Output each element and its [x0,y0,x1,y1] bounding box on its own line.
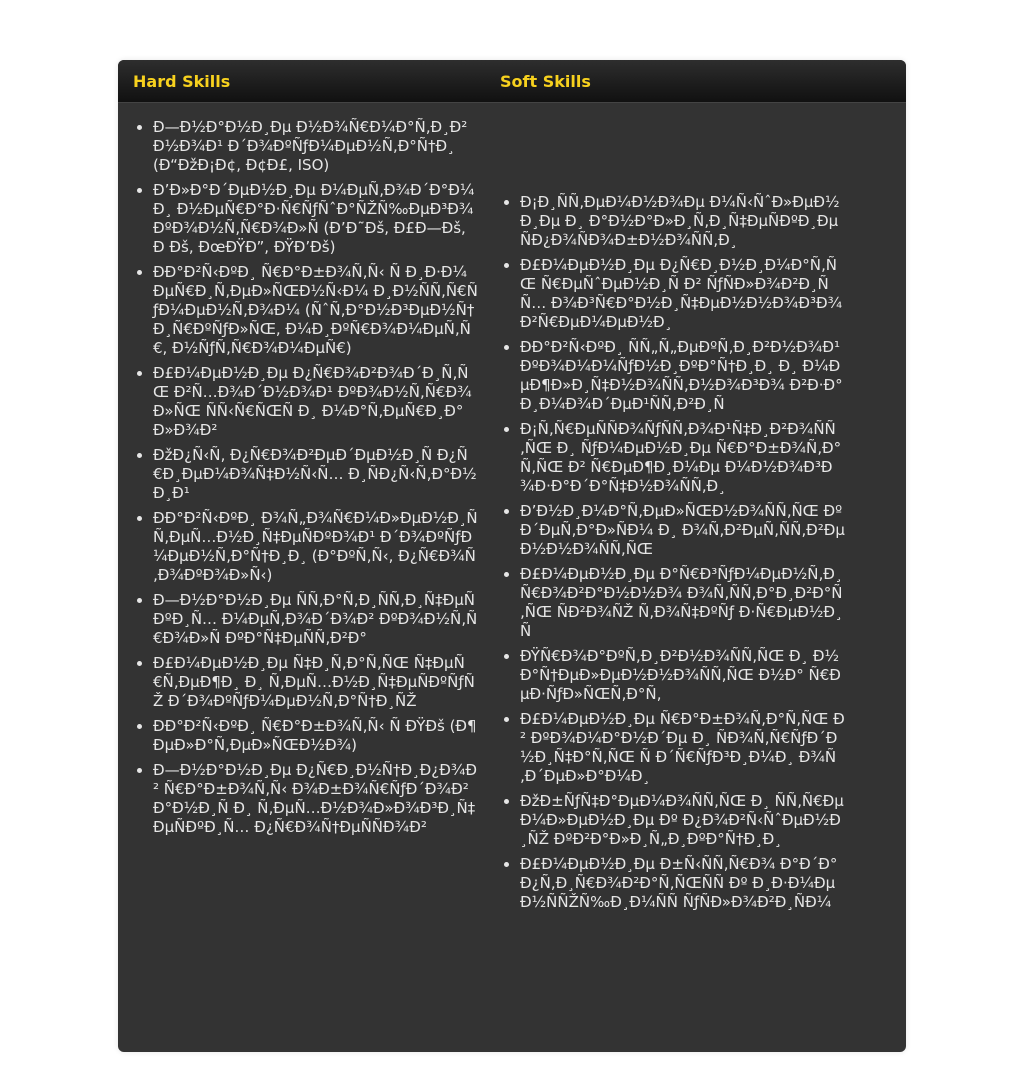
soft-skill-item: • Ð£Ð¼ÐµÐ½Ð¸Ðµ Ñ€Ð°Ð±Ð¾Ñ‚Ð°Ñ‚ÑŒ Ð² ÐºÐ¾Ð¼Ð°Ð½Ð´Ðµ Ð¸ ÑÐ¾Ñ‚Ñ€ÑƒÐ´Ð½Ð¸Ñ‡Ð°Ñ‚ÑŒ Ñ Ð´Ñ€ÑƒÐ³Ð¸Ð¼Ð¸ Ð¾Ñ‚Ð´ÐµÐ»Ð°Ð¼Ð¸ [520,710,845,786]
hard-skills-list [118,118,478,837]
hard-skill-item: • ÐÐ°Ð²Ñ‹ÐºÐ¸ Ð¾Ñ„Ð¾Ñ€Ð¼Ð»ÐµÐ½Ð¸Ñ Ñ‚ÐµÑ…Ð½Ð¸Ñ‡ÐµÑÐºÐ¾Ð¹ Ð´Ð¾ÐºÑƒÐ¼ÐµÐ½Ñ‚Ð°Ñ†Ð¸Ð¸ (Ð°ÐºÑ‚Ñ‹, Ð¿Ñ€Ð¾Ñ‚Ð¾ÐºÐ¾Ð»Ñ‹) [153,509,478,585]
hard-skill-item: • Ð£Ð¼ÐµÐ½Ð¸Ðµ Ñ‡Ð¸Ñ‚Ð°Ñ‚ÑŒ Ñ‡ÐµÑ€Ñ‚ÐµÐ¶Ð¸ Ð¸ Ñ‚ÐµÑ…Ð½Ð¸Ñ‡ÐµÑÐºÑƒÑŽ Ð´Ð¾ÐºÑƒÐ¼ÐµÐ½Ñ‚Ð°Ñ†Ð¸ÑŽ [153,654,478,711]
hard-skill-item: • ÐÐ°Ð²Ñ‹ÐºÐ¸ Ñ€Ð°Ð±Ð¾Ñ‚Ñ‹ Ñ Ð¸Ð·Ð¼ÐµÑ€Ð¸Ñ‚ÐµÐ»ÑŒÐ½Ñ‹Ð¼ Ð¸Ð½ÑÑ‚Ñ€ÑƒÐ¼ÐµÐ½Ñ‚Ð¾Ð¼ (ÑˆÑ‚Ð°Ð½Ð³ÐµÐ½Ñ†Ð¸Ñ€ÐºÑƒÐ»ÑŒ, Ð¼Ð¸ÐºÑ€Ð¾Ð¼ÐµÑ‚Ñ€, Ð½ÑƒÑ‚Ñ€Ð¾Ð¼ÐµÑ€) [153,263,478,358]
hard-skills-column [118,118,478,843]
hard-skill-item: • Ð£Ð¼ÐµÐ½Ð¸Ðµ Ð¿Ñ€Ð¾Ð²Ð¾Ð´Ð¸Ñ‚ÑŒ Ð²Ñ…Ð¾Ð´Ð½Ð¾Ð¹ ÐºÐ¾Ð½Ñ‚Ñ€Ð¾Ð»ÑŒ ÑÑ‹Ñ€ÑŒÑ Ð¸ Ð¼Ð°Ñ‚ÐµÑ€Ð¸Ð°Ð»Ð¾Ð² [153,364,478,440]
soft-skills-list [485,193,845,912]
soft-skill-item: • Ð’Ð½Ð¸Ð¼Ð°Ñ‚ÐµÐ»ÑŒÐ½Ð¾ÑÑ‚ÑŒ Ðº Ð´ÐµÑ‚Ð°Ð»ÑÐ¼ Ð¸ Ð¾Ñ‚Ð²ÐµÑ‚ÑÑ‚Ð²ÐµÐ½Ð½Ð¾ÑÑ‚ÑŒ [520,502,845,559]
hard-skill-item: • Ð—Ð½Ð°Ð½Ð¸Ðµ Ð¿Ñ€Ð¸Ð½Ñ†Ð¸Ð¿Ð¾Ð² Ñ€Ð°Ð±Ð¾Ñ‚Ñ‹ Ð¾Ð±Ð¾Ñ€ÑƒÐ´Ð¾Ð²Ð°Ð½Ð¸Ñ Ð¸ Ñ‚ÐµÑ…Ð½Ð¾Ð»Ð¾Ð³Ð¸Ñ‡ÐµÑÐºÐ¸Ñ… Ð¿Ñ€Ð¾Ñ†ÐµÑÑÐ¾Ð² [153,761,478,837]
hard-skill-item: • ÐžÐ¿Ñ‹Ñ‚ Ð¿Ñ€Ð¾Ð²ÐµÐ´ÐµÐ½Ð¸Ñ Ð¿Ñ€Ð¸ÐµÐ¼Ð¾Ñ‡Ð½Ñ‹Ñ… Ð¸ÑÐ¿Ñ‹Ñ‚Ð°Ð½Ð¸Ð¹ [153,446,478,503]
soft-skill-item: • Ð£Ð¼ÐµÐ½Ð¸Ðµ Ð¿Ñ€Ð¸Ð½Ð¸Ð¼Ð°Ñ‚ÑŒ Ñ€ÐµÑˆÐµÐ½Ð¸Ñ Ð² ÑƒÑÐ»Ð¾Ð²Ð¸ÑÑ… Ð¾Ð³Ñ€Ð°Ð½Ð¸Ñ‡ÐµÐ½Ð½Ð¾Ð³Ð¾ Ð²Ñ€ÐµÐ¼ÐµÐ½Ð¸ [520,256,845,332]
soft-skill-item: • Ð¡Ñ‚Ñ€ÐµÑÑÐ¾ÑƒÑÑ‚Ð¾Ð¹Ñ‡Ð¸Ð²Ð¾ÑÑ‚ÑŒ Ð¸ ÑƒÐ¼ÐµÐ½Ð¸Ðµ Ñ€Ð°Ð±Ð¾Ñ‚Ð°Ñ‚ÑŒ Ð² Ñ€ÐµÐ¶Ð¸Ð¼Ðµ Ð¼Ð½Ð¾Ð³Ð¾Ð·Ð°Ð´Ð°Ñ‡Ð½Ð¾ÑÑ‚Ð¸ [520,420,845,496]
soft-skill-item: • ÐÐ°Ð²Ñ‹ÐºÐ¸ ÑÑ„Ñ„ÐµÐºÑ‚Ð¸Ð²Ð½Ð¾Ð¹ ÐºÐ¾Ð¼Ð¼ÑƒÐ½Ð¸ÐºÐ°Ñ†Ð¸Ð¸ Ð¸ Ð¼ÐµÐ¶Ð»Ð¸Ñ‡Ð½Ð¾ÑÑ‚Ð½Ð¾Ð³Ð¾ Ð²Ð·Ð°Ð¸Ð¼Ð¾Ð´ÐµÐ¹ÑÑ‚Ð²Ð¸Ñ [520,338,845,414]
soft-skill-item: • ÐžÐ±ÑƒÑ‡Ð°ÐµÐ¼Ð¾ÑÑ‚ÑŒ Ð¸ ÑÑ‚Ñ€ÐµÐ¼Ð»ÐµÐ½Ð¸Ðµ Ðº Ð¿Ð¾Ð²Ñ‹ÑˆÐµÐ½Ð¸ÑŽ ÐºÐ²Ð°Ð»Ð¸Ñ„Ð¸ÐºÐ°Ñ†Ð¸Ð¸ [520,792,845,849]
soft-skill-item: • Ð¡Ð¸ÑÑ‚ÐµÐ¼Ð½Ð¾Ðµ Ð¼Ñ‹ÑˆÐ»ÐµÐ½Ð¸Ðµ Ð¸ Ð°Ð½Ð°Ð»Ð¸Ñ‚Ð¸Ñ‡ÐµÑÐºÐ¸Ðµ ÑÐ¿Ð¾ÑÐ¾Ð±Ð½Ð¾ÑÑ‚Ð¸ [520,193,845,250]
skills-header [118,60,906,103]
soft-skill-item: • Ð£Ð¼ÐµÐ½Ð¸Ðµ Ð°Ñ€Ð³ÑƒÐ¼ÐµÐ½Ñ‚Ð¸Ñ€Ð¾Ð²Ð°Ð½Ð½Ð¾ Ð¾Ñ‚ÑÑ‚Ð°Ð¸Ð²Ð°Ñ‚ÑŒ ÑÐ²Ð¾ÑŽ Ñ‚Ð¾Ñ‡ÐºÑƒ Ð·Ñ€ÐµÐ½Ð¸Ñ [520,565,845,641]
soft-skills-title: Soft Skills [500,72,591,91]
skills-card [118,60,906,1052]
hard-skill-item: • Ð—Ð½Ð°Ð½Ð¸Ðµ ÑÑ‚Ð°Ñ‚Ð¸ÑÑ‚Ð¸Ñ‡ÐµÑÐºÐ¸Ñ… Ð¼ÐµÑ‚Ð¾Ð´Ð¾Ð² ÐºÐ¾Ð½Ñ‚Ñ€Ð¾Ð»Ñ ÐºÐ°Ñ‡ÐµÑÑ‚Ð²Ð° [153,591,478,648]
hard-skill-item: • ÐÐ°Ð²Ñ‹ÐºÐ¸ Ñ€Ð°Ð±Ð¾Ñ‚Ñ‹ Ñ ÐŸÐš (Ð¶ÐµÐ»Ð°Ñ‚ÐµÐ»ÑŒÐ½Ð¾) [153,717,478,755]
soft-skill-item: • Ð£Ð¼ÐµÐ½Ð¸Ðµ Ð±Ñ‹ÑÑ‚Ñ€Ð¾ Ð°Ð´Ð°Ð¿Ñ‚Ð¸Ñ€Ð¾Ð²Ð°Ñ‚ÑŒÑÑ Ðº Ð¸Ð·Ð¼ÐµÐ½ÑÑŽÑ‰Ð¸Ð¼ÑÑ ÑƒÑÐ»Ð¾Ð²Ð¸ÑÐ¼ [520,855,845,912]
hard-skills-title: Hard Skills [133,72,231,91]
hard-skill-item: • Ð—Ð½Ð°Ð½Ð¸Ðµ Ð½Ð¾Ñ€Ð¼Ð°Ñ‚Ð¸Ð²Ð½Ð¾Ð¹ Ð´Ð¾ÐºÑƒÐ¼ÐµÐ½Ñ‚Ð°Ñ†Ð¸ (Ð“ÐžÐ¡Ð¢, Ð¢Ð£, ISO) [153,118,478,175]
soft-skill-item: • ÐŸÑ€Ð¾Ð°ÐºÑ‚Ð¸Ð²Ð½Ð¾ÑÑ‚ÑŒ Ð¸ Ð½Ð°Ñ†ÐµÐ»ÐµÐ½Ð½Ð¾ÑÑ‚ÑŒ Ð½Ð° Ñ€ÐµÐ·ÑƒÐ»ÑŒÑ‚Ð°Ñ‚ [520,647,845,704]
soft-skills-column [485,193,845,918]
hard-skill-item: • Ð’Ð»Ð°Ð´ÐµÐ½Ð¸Ðµ Ð¼ÐµÑ‚Ð¾Ð´Ð°Ð¼Ð¸ Ð½ÐµÑ€Ð°Ð·Ñ€ÑƒÑˆÐ°ÑŽÑ‰ÐµÐ³Ð¾ ÐºÐ¾Ð½Ñ‚Ñ€Ð¾Ð»Ñ (Ð’Ð˜Ðš, Ð£Ð—Ðš, Ð Ðš, ÐœÐŸÐ”, ÐŸÐ’Ðš) [153,181,478,257]
